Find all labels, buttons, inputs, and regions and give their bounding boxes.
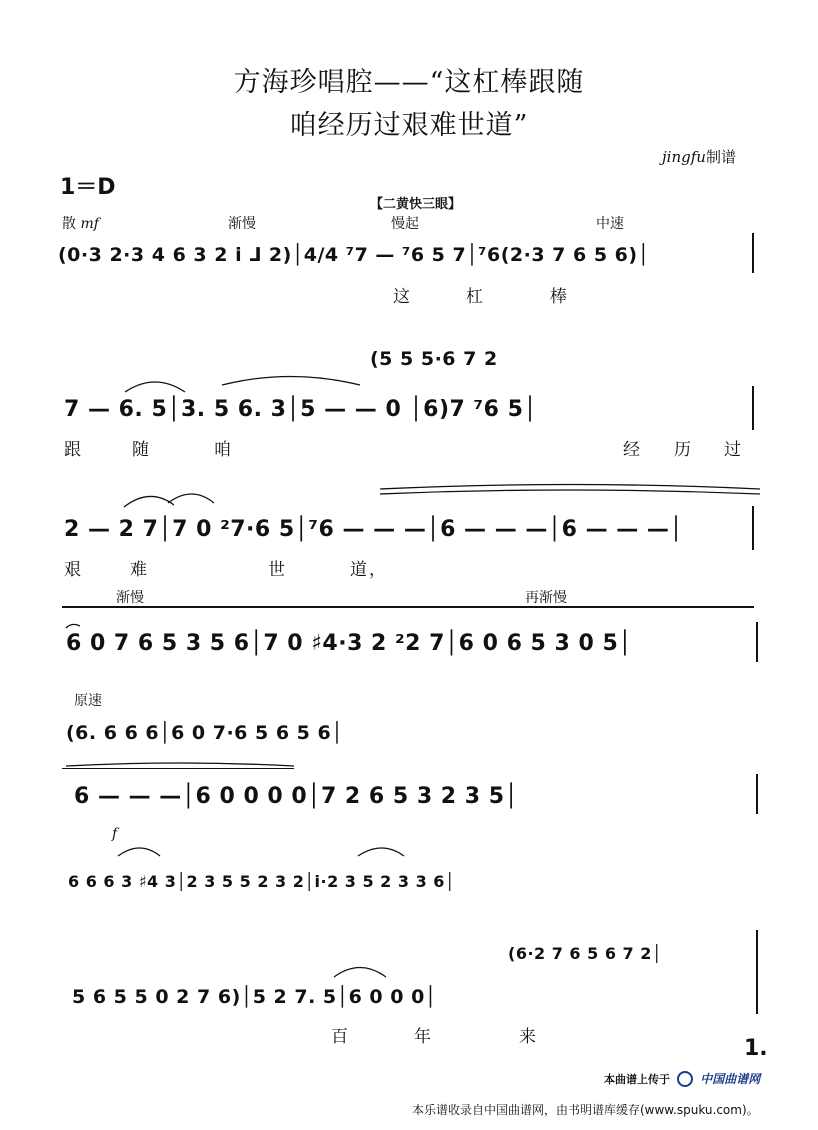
staff-row-5-notes: (6. 6 6 6│6 0 7·6 5 6 5 6│ (66, 722, 344, 744)
staff-row-2-notes: 7 — 6. 5│3. 5 6. 3│5 — — 0 │6)7 ⁷6 5│ (64, 397, 538, 422)
slur-row3-a (124, 496, 174, 507)
barline-row4-end (756, 622, 758, 662)
slur-row6 (66, 763, 294, 766)
page-number: 1. (744, 1036, 768, 1061)
staff-row-2-upper-notes: (5 5 5·6 7 2 (370, 348, 498, 370)
slur-row7-b (358, 848, 404, 856)
lyric-nan: 难 (130, 560, 149, 580)
barline-row8-end (756, 930, 758, 1014)
slur-row3-long (380, 485, 760, 490)
lyric-dao: 道， (350, 560, 388, 580)
lyric-sui: 随 (132, 440, 151, 460)
slur-row2-b (222, 377, 360, 386)
staff-row-6-notes: 6 — — —│6 0 0 0 0│7 2 6 5 3 2 3 5│ (74, 784, 519, 809)
staff-row-3-notes: 2 — 2 7│7 0 ²7·6 5│⁷6 — — —│6 — — —│6 — — —│ (64, 517, 684, 542)
tempo-mark-san: 散 mf (62, 216, 99, 232)
credit-suffix: 制谱 (705, 148, 736, 166)
staff-row-8-upper-notes: (6·2 7 6 5 6 7 2│ (508, 944, 663, 963)
tempo-mark-jianman: 渐慢 (228, 216, 256, 232)
barline-row2-end (752, 386, 754, 430)
barline-row1-end (752, 233, 754, 273)
slur-row7-a (118, 848, 160, 856)
tempo-mark-zaijianman: 再渐慢 (525, 590, 567, 606)
page-title-line2: 咱经历过艰难世道” (289, 110, 529, 141)
staff-row-7-notes: 6 6 6 3 ♯4 3│2 3 5 5 2 3 2│i·2 3 5 2 3 3 6│ (68, 872, 456, 891)
site-logo-icon (677, 1071, 693, 1087)
uploader-note (604, 1068, 760, 1087)
uploader-text: 本曲谱上传于 (604, 1073, 670, 1086)
lyric-guo: 过 (724, 440, 743, 460)
tempo-mark-yuansu: 原速 (74, 693, 102, 709)
lyric-shi: 世 (268, 560, 287, 580)
lyric-bai: 百 (331, 1027, 350, 1047)
slur-row3-long-2 (380, 490, 760, 494)
page-title-line1: 方海珍唱腔——“这杠棒跟随 (233, 67, 585, 98)
barline-row3-end (752, 506, 754, 550)
tempo-mark-zhongsu: 中速 (596, 216, 624, 232)
credit-name: jingfu (662, 148, 706, 166)
lyric-bang: 棒 (550, 287, 569, 307)
tempo-mark-jianman-2: 渐慢 (116, 590, 144, 606)
barline-row6-end (756, 774, 758, 814)
lyric-gen: 跟 (64, 440, 83, 460)
staff-row-8-notes: 5 6 5 5 0 2 7 6)│5 2 7. 5│6 0 0 0│ (72, 986, 437, 1008)
staff-row-1-notes: (0·3 2·3 4 6 3 2 i ⅃ 2)│4/4 ⁷7 — ⁷6 5 7│⁷6(2·3 7 6 5 6)│ (58, 244, 650, 266)
lyric-zhe: 这 (393, 287, 412, 307)
footer-note: 本乐谱收录自中国曲谱网，由书明谱库缓存(www.spuku.com)。 (412, 1103, 759, 1117)
section-label: 【二黄快三眼】 (370, 197, 462, 212)
lyric-lai: 来 (519, 1027, 538, 1047)
slur-row8 (334, 968, 386, 978)
uploader-site[interactable]: 中国曲谱网 (700, 1072, 761, 1086)
lyric-li: 历 (674, 440, 693, 460)
key-signature: 1＝D (60, 175, 116, 200)
lyric-jing: 经 (623, 440, 642, 460)
lyric-jian: 艰 (64, 560, 83, 580)
staff-row-4-notes: 6 0 7 6 5 3 5 6│7 0 ♯4·3 2 ²2 7│6 0 6 5 3 0 5│ (66, 631, 633, 656)
slur-row2-a (125, 382, 185, 392)
lyric-zan: 咱 (214, 440, 233, 460)
dynamic-mark-f: f (112, 826, 118, 842)
lyric-gang: 杠 (466, 287, 485, 307)
lyric-nian: 年 (414, 1027, 433, 1047)
slur-row4-start (66, 624, 80, 628)
tempo-mark-manqi: 慢起 (391, 216, 419, 232)
slur-row3-b (168, 494, 214, 503)
